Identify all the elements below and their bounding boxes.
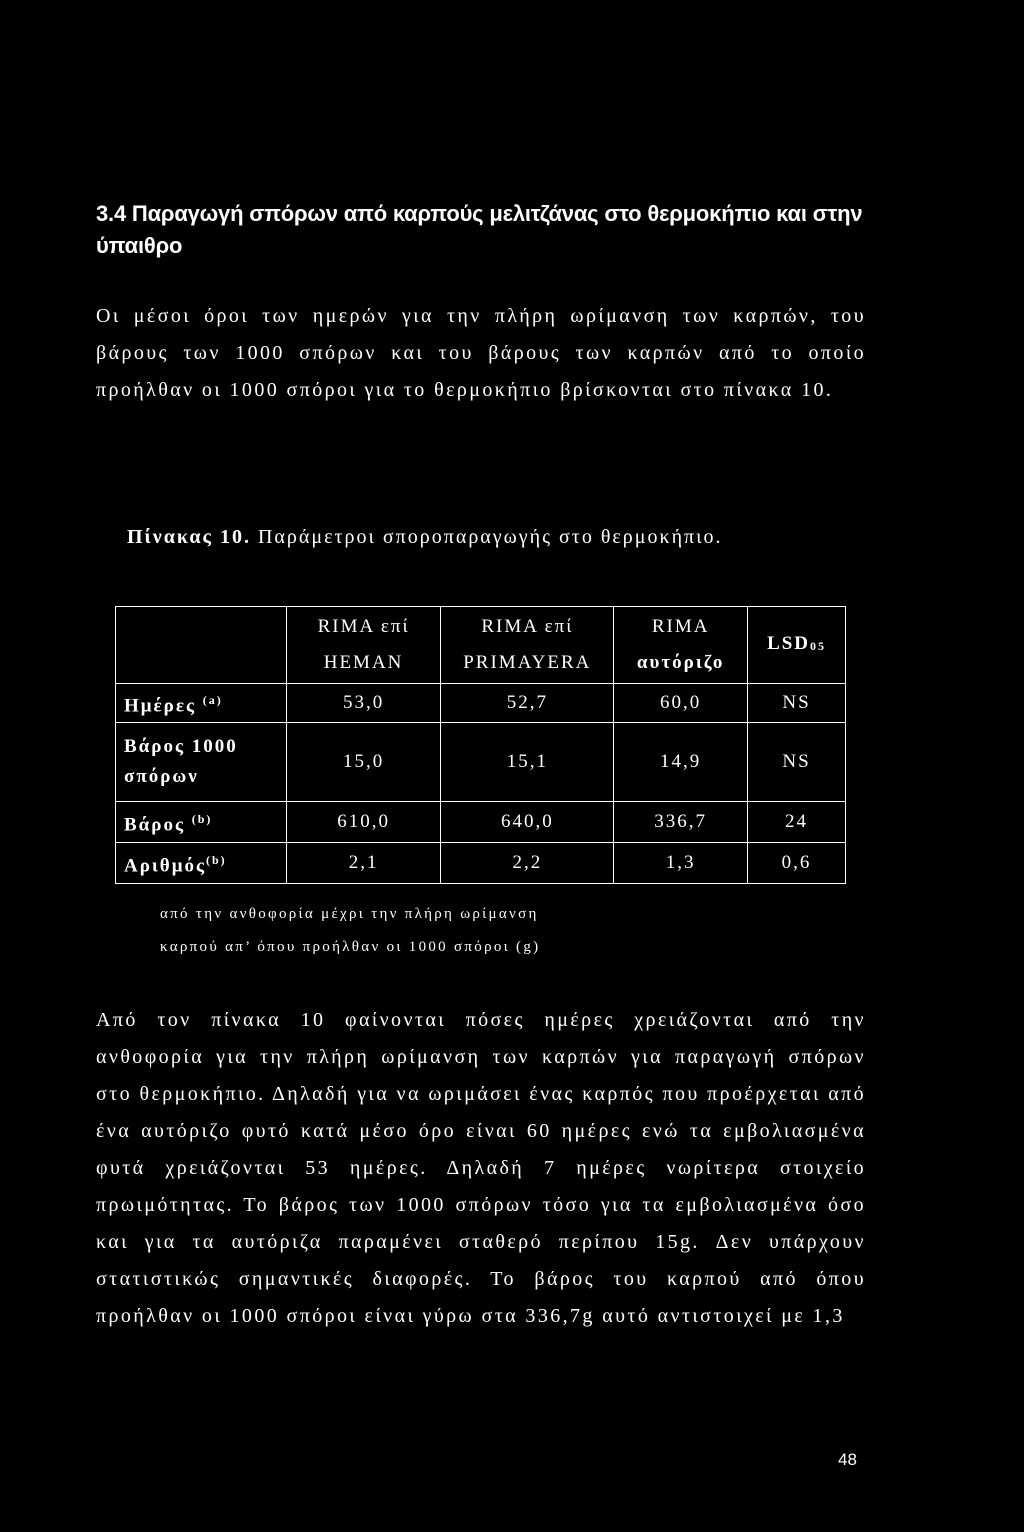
table-cell: NS bbox=[748, 723, 846, 802]
footnote-b: καρπού απ’ όπου προήλθαν οι 1000 σπόροι (g) bbox=[160, 939, 541, 955]
table-cell: 24 bbox=[748, 802, 846, 843]
seed-production-table bbox=[115, 606, 846, 884]
table-cell: 336,7 bbox=[614, 802, 748, 843]
header-rima-heman: RIMA επί HEMAN bbox=[286, 607, 441, 684]
body-paragraph: Από τον πίνακα 10 φαίνονται πόσες ημέρες χρειάζονται από την ανθοφορία για την πλήρη ωρίμανση των καρπών για παραγωγή σπόρων στο θερμοκήπιο. Δηλαδή για να ωριμάσει ένας καρπός που προέρχεται από ένα αυτόριζο φυτό κατά μέσο όρο είναι 60 ημέρες ενώ τα εμβολιασμένα φυτά χρειάζονται 53 ημέρες. Δηλαδή 7 ημέρες νωρίτερα στοιχείο πρωιμότητας. Το βάρος των 1000 σπόρων τόσο για τα εμβολιασμένα όσο και για τα αυτόριζα παραμένει σταθερό περίπου 15g. Δεν υπάρχουν στατιστικώς σημαντικές διαφορές. Το βάρος του καρπού από όπου προήλθαν οι 1000 σπόροι είναι γύρω στα 336,7g αυτό αντιστοιχεί με 1,3 bbox=[96, 1009, 866, 1327]
header-rima-autorizo: RIMA αυτόριζο bbox=[614, 607, 748, 684]
table-cell: 52,7 bbox=[441, 684, 614, 723]
table-cell: 640,0 bbox=[441, 802, 614, 843]
table-cell: 15,0 bbox=[286, 723, 441, 802]
table-cell: 1,3 bbox=[614, 843, 748, 884]
table-cell: 2,2 bbox=[441, 843, 614, 884]
table-cell: 14,9 bbox=[614, 723, 748, 802]
row-label-number: Αριθμός$^{(b)}$ bbox=[116, 843, 287, 884]
table-row bbox=[116, 843, 846, 884]
row-label-seed-weight: Βάρος 1000 σπόρων bbox=[116, 723, 287, 802]
table-row bbox=[116, 802, 846, 843]
section-title: 3.4 Παραγωγή σπόρων από καρπούς μελιτζάνας στο θερμοκήπιο και στην ύπαιθρο bbox=[96, 201, 863, 258]
table-cell: 610,0 bbox=[286, 802, 441, 843]
table-cell: 0,6 bbox=[748, 843, 846, 884]
table-cell: 60,0 bbox=[614, 684, 748, 723]
intro-paragraph: Οι μέσοι όροι των ημερών για την πλήρη ωρίμανση των καρπών, του βάρους των 1000 σπόρων και του βάρους των καρπών από το οποίο προήλθαν οι 1000 σπόροι για το θερμοκήπιο βρίσκονται στο πίνακα 10. bbox=[96, 305, 866, 401]
table-row bbox=[116, 723, 846, 802]
table-cell: 15,1 bbox=[441, 723, 614, 802]
table-caption-label: Πίνακας 10. bbox=[127, 526, 251, 548]
header-lsd: $LSD_{05}$ bbox=[748, 607, 846, 684]
table-caption-text: Παράμετροι σποροπαραγωγής στο θερμοκήπιο. bbox=[257, 526, 723, 548]
table-cell: NS bbox=[748, 684, 846, 723]
row-label-days: Ημέρες $^{(a)}$ bbox=[116, 684, 287, 723]
footnote-a: από την ανθοφορία μέχρι την πλήρη ωρίμανση bbox=[160, 906, 539, 922]
table-cell: 2,1 bbox=[286, 843, 441, 884]
table-row bbox=[116, 684, 846, 723]
page-number: 48 bbox=[838, 1450, 857, 1469]
header-empty-cell bbox=[116, 607, 287, 684]
table-caption bbox=[127, 526, 723, 549]
table-header-row bbox=[116, 607, 846, 684]
header-rima-primayera: RIMA επί PRIMAYERA bbox=[441, 607, 614, 684]
row-label-weight: Βάρος $^{(b)}$ bbox=[116, 802, 287, 843]
table-cell: 53,0 bbox=[286, 684, 441, 723]
